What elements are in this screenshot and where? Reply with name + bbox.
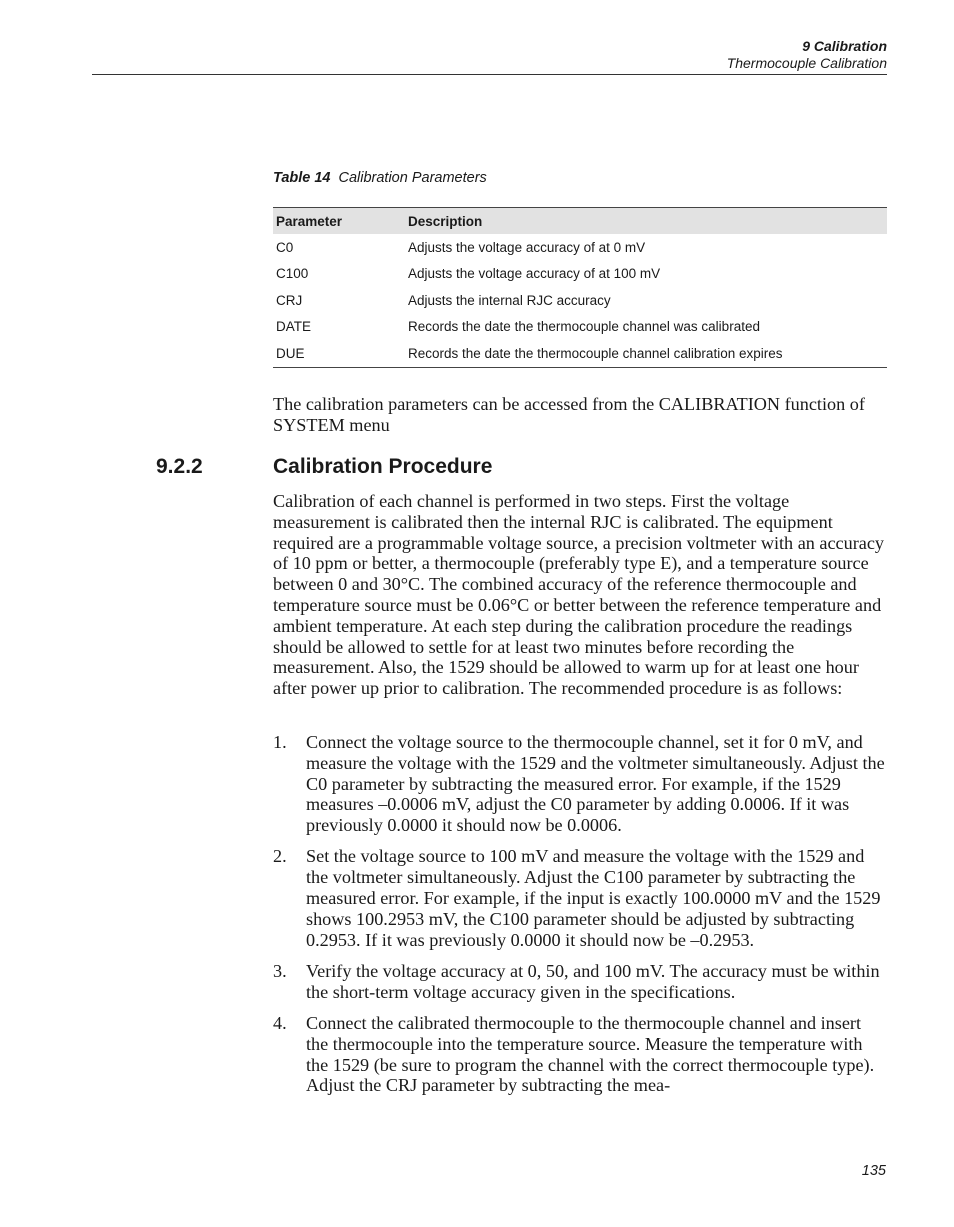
- table-header-row: [273, 208, 887, 235]
- list-item: [273, 961, 887, 1003]
- table-caption-title: Calibration Parameters: [338, 170, 487, 186]
- calibration-parameters-table: [273, 207, 887, 368]
- header-chapter: 9 Calibration: [802, 38, 887, 54]
- list-item: [273, 1013, 887, 1096]
- page-number: 135: [861, 1163, 886, 1179]
- cell-description: Records the date the thermocouple channel calibration expires: [408, 345, 783, 361]
- step-number: 2.: [273, 846, 287, 867]
- step-text: Connect the calibrated thermocouple to the thermocouple channel and insert the thermocouple into the temperature source. Measure the temperature with the 1529 (be sure to program the channel with the correct thermocouple type). Adjust the CRJ parameter by subtracting the mea-: [306, 1013, 875, 1096]
- section-title: Calibration Procedure: [273, 455, 493, 478]
- step-text: Set the voltage source to 100 mV and measure the voltage with the 1529 and the voltmeter simultaneously. Adjust the C100 parameter by subtracting the measured error. For example, if the input is exactly 100.0000 mV and the 1529 shows 100.2953 mV, the C100 parameter should be adjusted by subtracting 0.2953. If it was previously 0.0000 it should now be –0.2953.: [306, 846, 881, 950]
- list-item: [273, 732, 887, 836]
- header-section: Thermocouple Calibration: [726, 55, 887, 71]
- cell-parameter: DUE: [276, 345, 305, 361]
- cell-description: Adjusts the internal RJC accuracy: [408, 292, 611, 308]
- step-text: Connect the voltage source to the thermocouple channel, set it for 0 mV, and measure the voltage with the 1529 and the voltmeter simultaneously. Adjust the C0 parameter by subtracting the measured error. For example, if the 1529 measures –0.0006 mV, adjust the C0 parameter by adding 0.0006. If it was previously 0.0000 it should now be 0.0006.: [306, 732, 885, 836]
- list-item: [273, 846, 887, 950]
- column-header-description: Description: [405, 208, 887, 235]
- step-text: Verify the voltage accuracy at 0, 50, and 100 mV. The accuracy must be within the short-term voltage accuracy given in the specifications.: [306, 960, 880, 1002]
- cell-description: Adjusts the voltage accuracy of at 100 mV: [408, 266, 661, 282]
- cell-parameter: CRJ: [276, 292, 303, 308]
- paragraph-procedure-intro: Calibration of each channel is performed in two steps. First the voltage measurement is calibrated then the internal RJC is calibrated. The equipment required are a programmable voltage source, a precision voltmeter with an accuracy of 10 ppm or better, a thermocouple (preferably type E), and a temperature source between 0 and 30°C. The combined accuracy of the reference thermocouple and temperature source must be 0.06°C or better between the reference temperature and ambient temperature. At each step during the calibration procedure the readings should be allowed to settle for at least two minutes before recording the measurement. Also, the 1529 should be allowed to warm up for at least one hour after power up prior to calibration. The recommended procedure is as follows:: [273, 491, 885, 699]
- cell-description: Adjusts the voltage accuracy of at 0 mV: [408, 239, 646, 255]
- cell-parameter: C0: [276, 239, 294, 255]
- table-caption-number: Table 14: [273, 170, 331, 186]
- cell-parameter: DATE: [276, 319, 312, 335]
- cell-description: Records the date the thermocouple channel was calibrated: [408, 319, 760, 335]
- table-caption: [273, 170, 487, 186]
- table-row: [273, 234, 887, 261]
- paragraph-parameter-access: The calibration parameters can be accessed from the CALIBRATION function of SYSTEM menu: [273, 394, 865, 435]
- step-number: 3.: [273, 960, 287, 981]
- step-number: 4.: [273, 1013, 287, 1034]
- step-number: 1.: [273, 732, 287, 752]
- cell-parameter: C100: [276, 266, 309, 282]
- table-row: [273, 261, 887, 288]
- procedure-steps-list: [273, 732, 887, 1107]
- running-header: [92, 38, 887, 75]
- table-row: [273, 287, 887, 314]
- column-header-parameter: Parameter: [273, 208, 405, 235]
- table-row: [273, 314, 887, 341]
- section-number: 9.2.2: [156, 455, 203, 478]
- table-row: [273, 340, 887, 367]
